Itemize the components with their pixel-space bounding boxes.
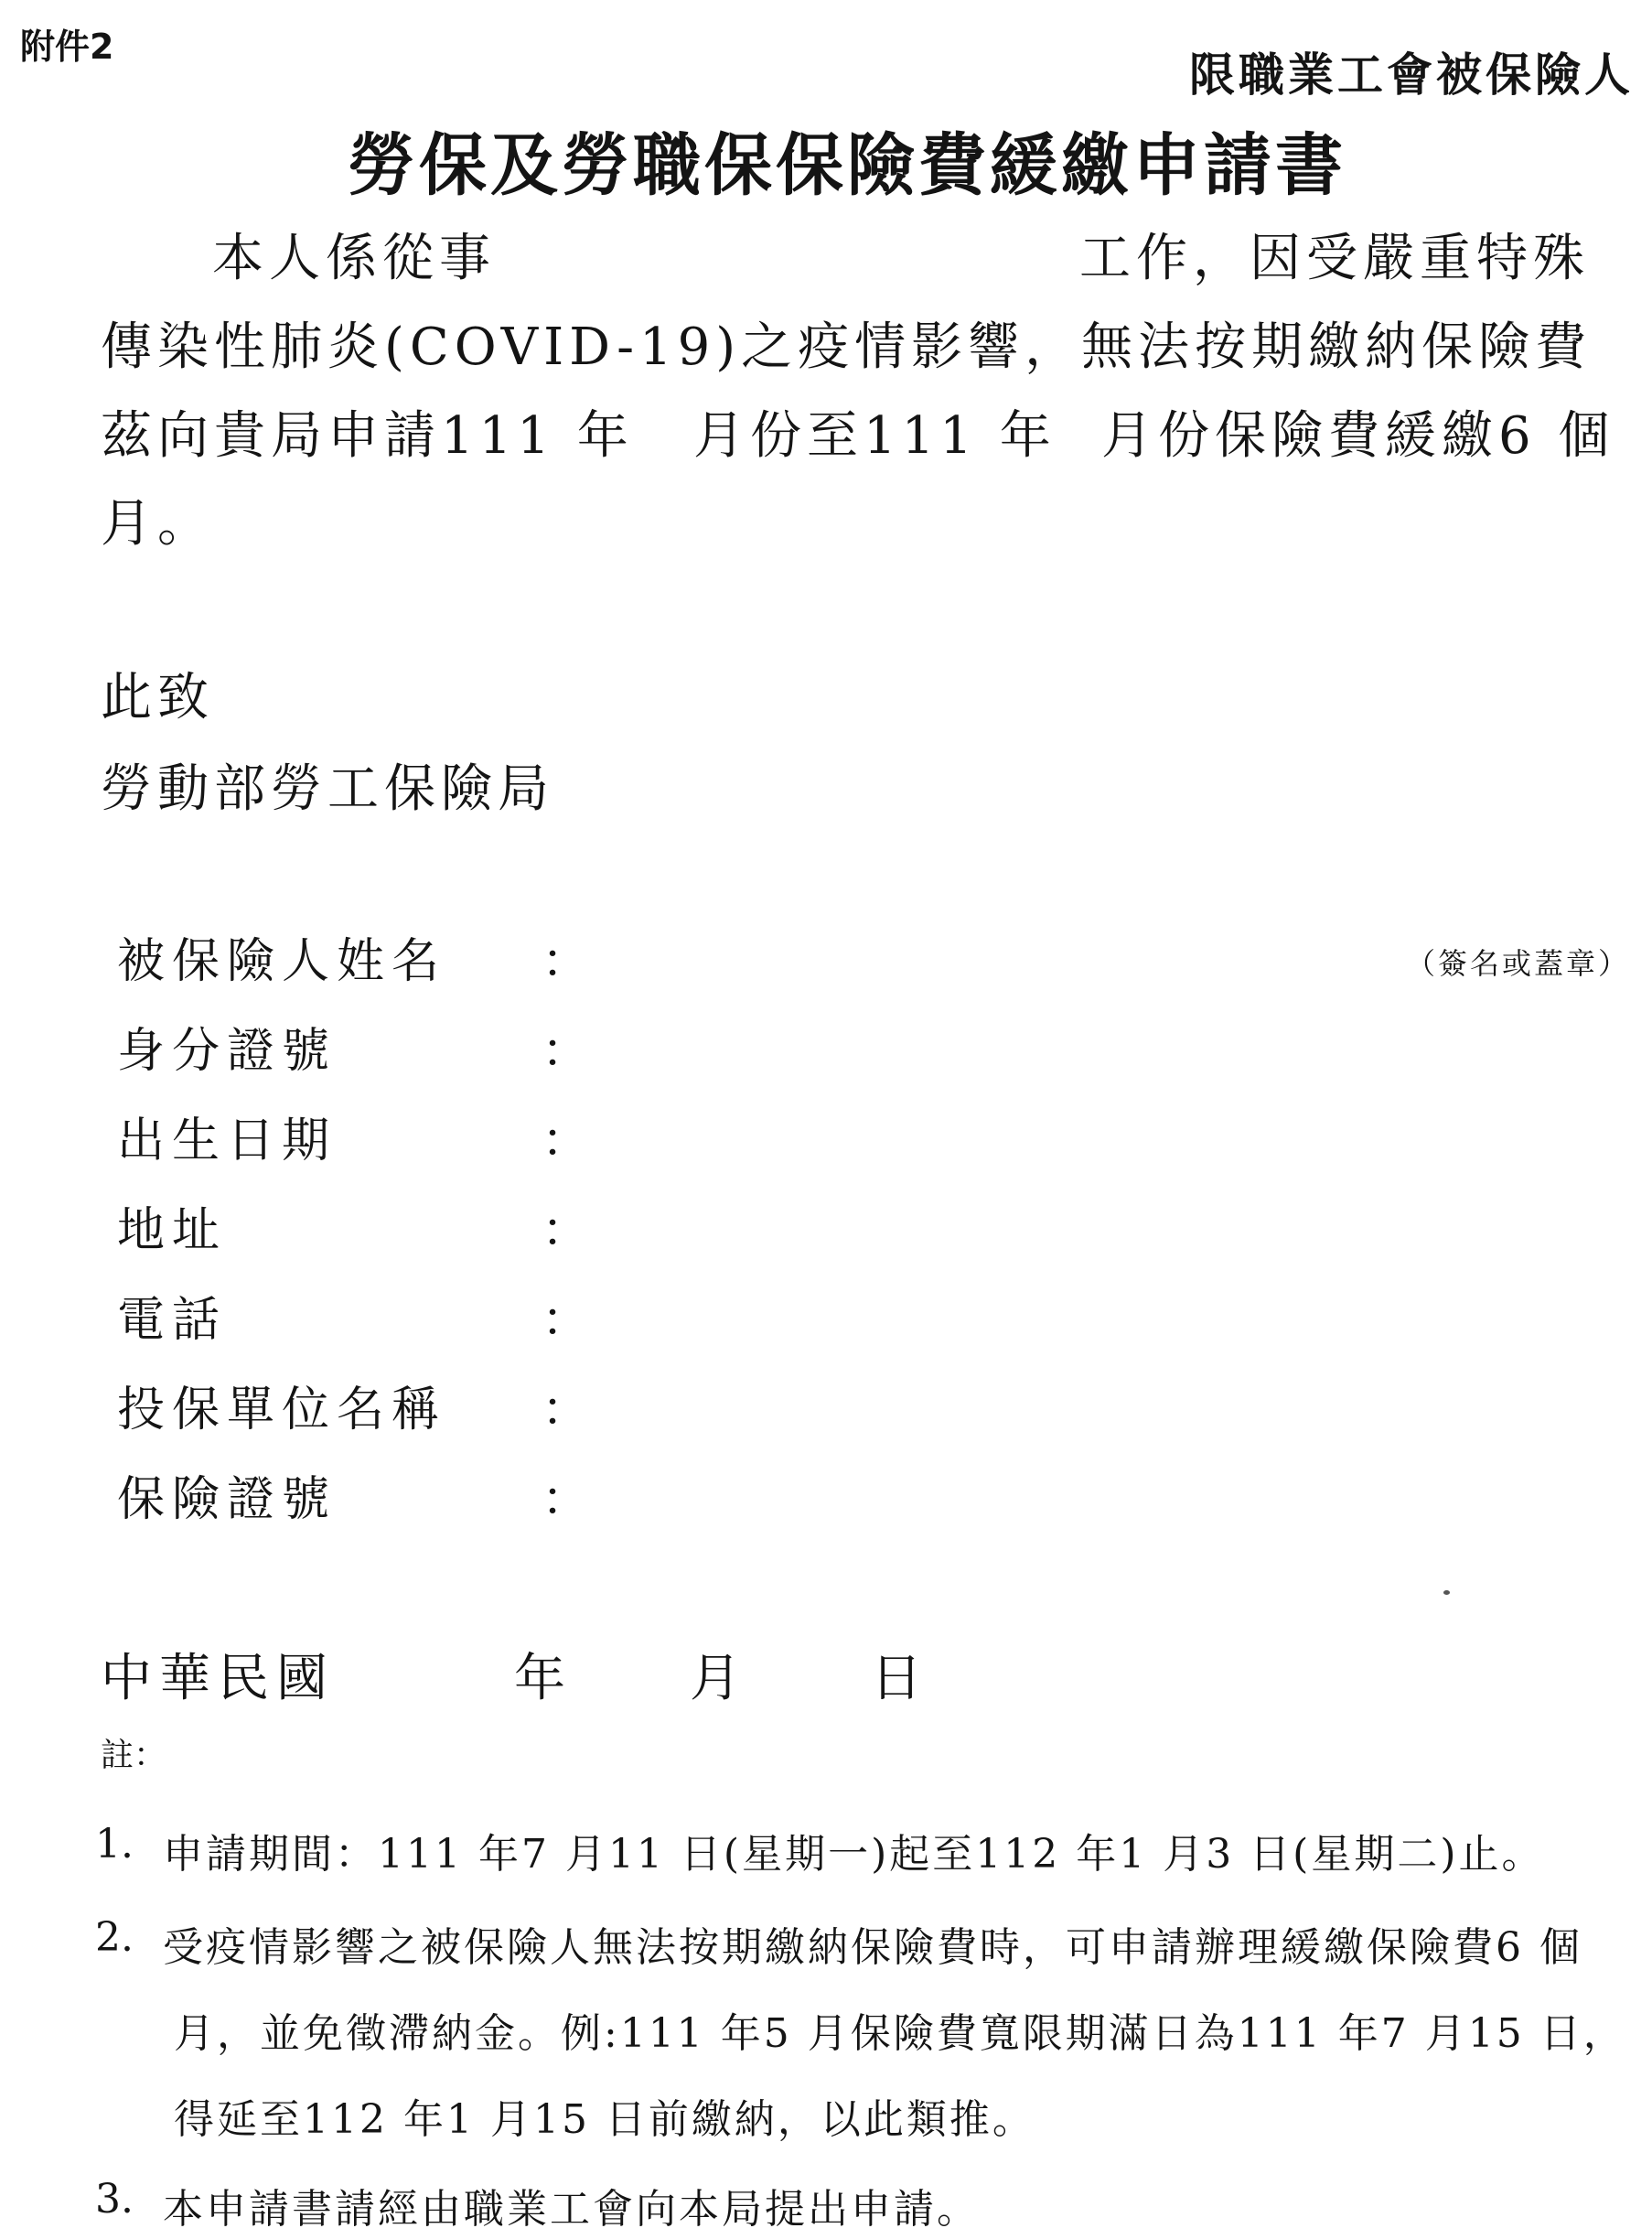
statement-line-3-a: 茲向貴局申請111 年 bbox=[101, 406, 634, 466]
statement-line-3-b: 月份至111 年 bbox=[693, 406, 1057, 466]
field-label-employer-name: 投保單位名稱 bbox=[117, 1383, 447, 1437]
field-colon-name: ： bbox=[542, 934, 590, 989]
field-colon-insurance-number: ： bbox=[542, 1472, 590, 1527]
note-2-line-1: 受疫情影響之被保險人無法按期繳納保險費時，可申請辦理緩繳保險費6 個 bbox=[163, 1924, 1582, 1971]
field-label-address: 地址 bbox=[117, 1203, 228, 1258]
statement-line-3-c: 月份保險費緩繳6 個 bbox=[1101, 406, 1615, 466]
note-1-line-1: 申請期間：111 年7 月11 日(星期一)起至112 年1 月3 日(星期二)止。 bbox=[163, 1831, 1545, 1878]
signature-note: （簽名或蓋章） bbox=[1405, 946, 1630, 981]
field-label-insurance-number: 保險證號 bbox=[117, 1472, 338, 1527]
statement-line-4: 月。 bbox=[101, 494, 214, 554]
field-colon-address: ： bbox=[542, 1203, 590, 1258]
date-era: 中華民國 bbox=[101, 1649, 335, 1708]
field-label-birth-date: 出生日期 bbox=[117, 1114, 338, 1168]
date-day: 日 bbox=[871, 1649, 922, 1708]
field-label-phone: 電話 bbox=[117, 1293, 228, 1348]
notes-heading: 註： bbox=[101, 1737, 167, 1774]
form-title: 勞保及勞職保保險費緩繳申請書 bbox=[348, 126, 1346, 205]
date-year: 年 bbox=[514, 1649, 565, 1708]
scan-speck bbox=[1443, 1590, 1450, 1595]
statement-line-1-end: 工作，因受嚴重特殊 bbox=[1079, 229, 1590, 288]
attachment-label: 附件2 bbox=[20, 27, 114, 67]
field-label-name: 被保險人姓名 bbox=[117, 934, 447, 989]
field-colon-id-number: ： bbox=[542, 1024, 590, 1079]
field-colon-phone: ： bbox=[542, 1293, 590, 1348]
field-colon-birth-date: ： bbox=[542, 1114, 590, 1168]
note-2-line-3: 得延至112 年1 月15 日前繳納，以此類推。 bbox=[174, 2096, 1035, 2143]
note-2-line-2: 月，並免徵滯納金。例:111 年5 月保險費寬限期滿日為111 年7 月15 日， bbox=[174, 2010, 1626, 2057]
statement-line-1-start: 本人係從事 bbox=[212, 229, 496, 288]
note-3-line-1: 本申請書請經由職業工會向本局提出申請。 bbox=[163, 2186, 980, 2233]
recipient: 勞動部勞工保險局 bbox=[101, 759, 554, 819]
applicability-label: 限職業工會被保險人 bbox=[1189, 48, 1634, 102]
note-number-1: 1. bbox=[95, 1821, 134, 1868]
note-number-3: 3. bbox=[95, 2176, 134, 2223]
statement-line-2: 傳染性肺炎(COVID-19)之疫情影響，無法按期繳納保險費 bbox=[101, 318, 1593, 377]
date-month: 月 bbox=[690, 1649, 741, 1708]
note-number-2: 2. bbox=[95, 1914, 134, 1961]
field-label-id-number: 身分證號 bbox=[117, 1024, 338, 1079]
field-colon-employer-name: ： bbox=[542, 1383, 590, 1437]
salutation: 此致 bbox=[101, 668, 214, 727]
